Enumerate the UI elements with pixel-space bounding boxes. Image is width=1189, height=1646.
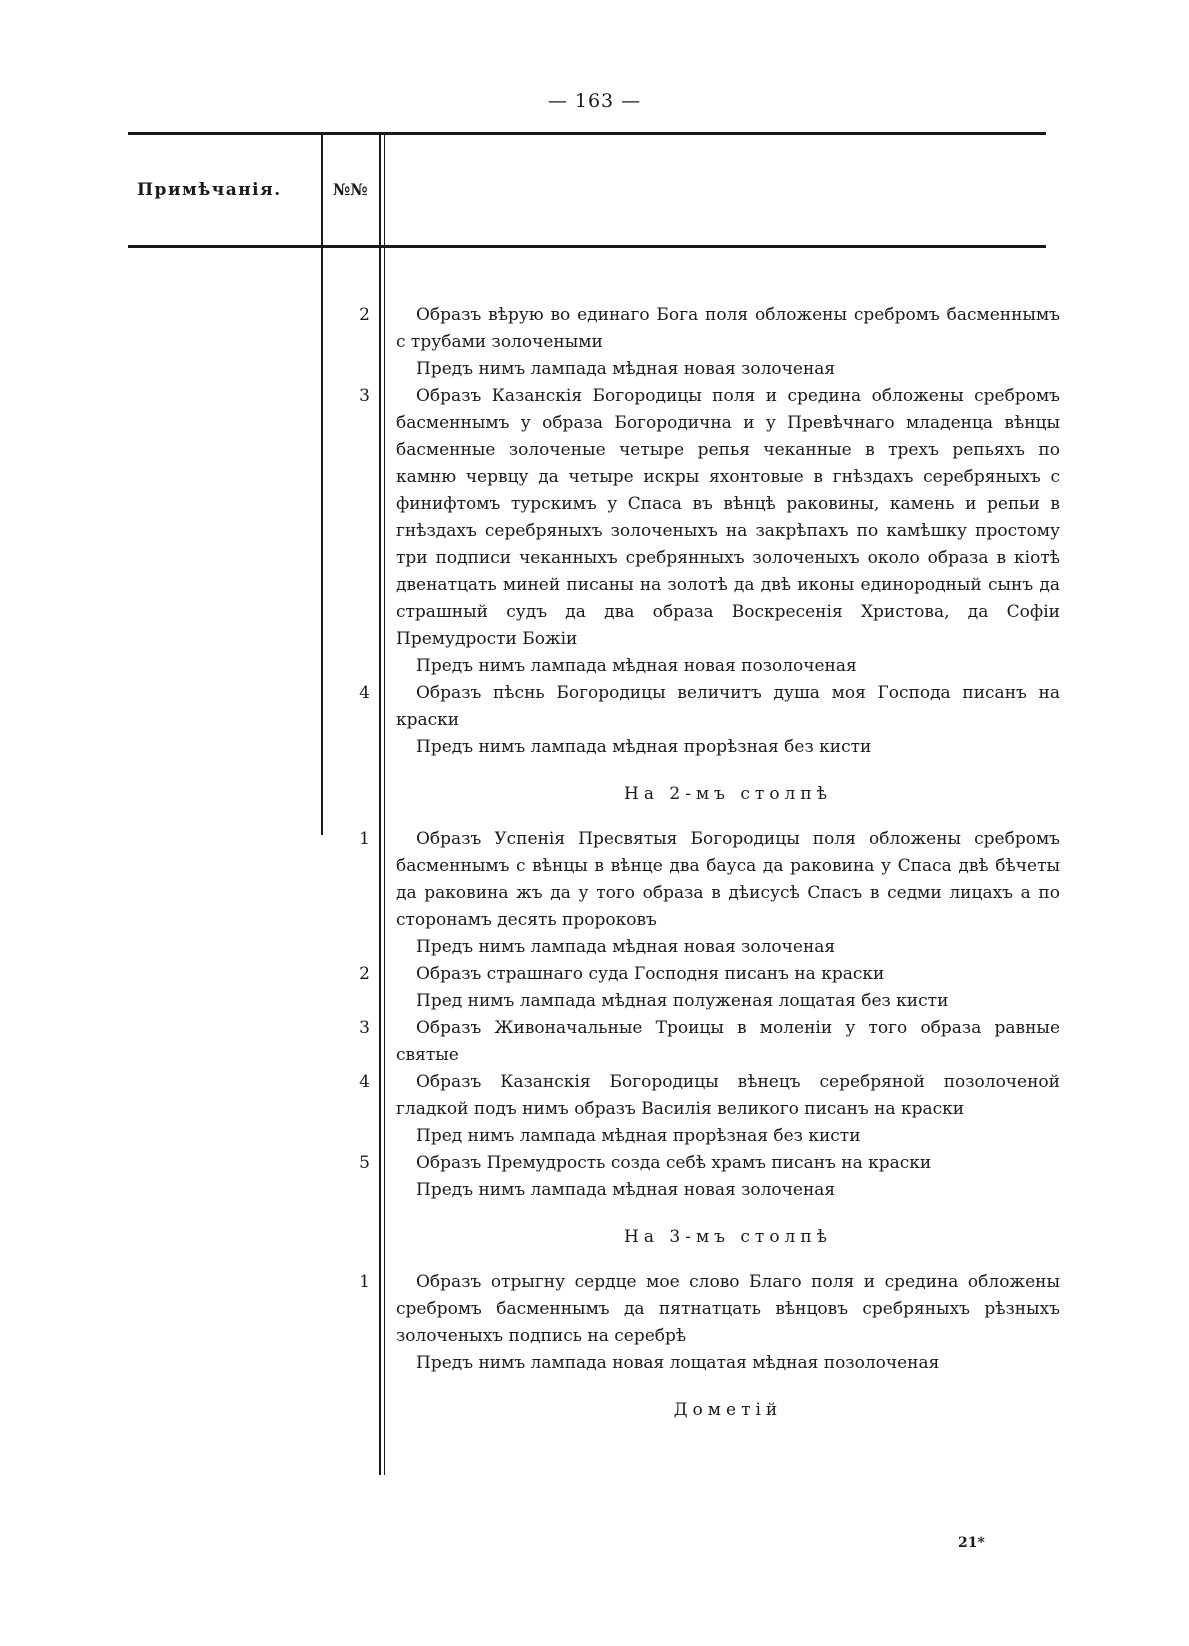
inventory-entry [340,1350,1060,1377]
entry-text: Образъ Казанскія Богородицы поля и средина обложены сребромъ басменнымъ у образа Богородична и у Превѣчнаго младенца вѣнцы басменные золоченые четыре репья чеканные в трехъ репьяхъ по камню червцу да четыре искры яхонтовые в гнѣздахъ серебряныхъ с финифтомъ турскимъ у Спаса въ вѣнцѣ раковины, камень и репьи в гнѣздахъ серебряныхъ золоченыхъ на закрѣпахъ по камѣшку простому три подписи чеканныхъ сребрянныхъ золоченыхъ около образа в кіотѣ двенатцать миней писаны на золотѣ да двѣ иконы единородный сынъ да страшный судъ да два образа Воскресенія Христова, да Софіи Премудрости Божіи [396,386,1060,649]
entry-text: Предъ нимъ лампада мѣдная новая позолоченая [416,656,857,676]
entry-number: 5 [359,1153,370,1173]
section-heading: На 2-мъ столпѣ [624,784,832,804]
inventory-entry [340,302,1060,356]
entry-number: 2 [359,305,370,325]
entry-text: Пред нимъ лампада мѣдная прорѣзная без кисти [416,1126,861,1146]
entry-number: 4 [359,1072,370,1092]
inventory-entry [340,1177,1060,1204]
inventory-entry [340,680,1060,734]
entry-text: Образъ пѣснь Богородицы величитъ душа моя Господа писанъ на краски [396,683,1060,730]
inventory-entry [340,1150,1060,1177]
signature-mark: 21* [958,1535,985,1551]
entry-text: Образъ вѣрую во единаго Бога поля обложены сребромъ басменнымъ с трубами золочеными [396,305,1060,352]
entry-text: Образъ страшнаго суда Господня писанъ на краски [416,964,885,984]
entry-text: Образъ отрыгну сердце мое слово Благо поля и средина обложены сребромъ басменнымъ да пятнатцать вѣнцовъ сребряныхъ рѣзныхъ золоченыхъ подпись на серебрѣ [396,1272,1060,1346]
entry-number: 4 [359,683,370,703]
inventory-entry [340,961,1060,988]
column-header-notes: Примѣчанія. [137,180,282,200]
entry-number: 2 [359,964,370,984]
header-rule [128,245,1046,248]
inventory-entry [340,383,1060,653]
entry-number: 1 [359,1272,370,1292]
inventory-entry [340,988,1060,1015]
top-rule [128,132,1046,135]
document-body [340,302,1060,1442]
entry-number: 3 [359,1018,370,1038]
inventory-entry [340,356,1060,383]
page-number: — 163 — [547,90,642,112]
inventory-entry [340,934,1060,961]
inventory-entry [340,653,1060,680]
entry-text: Образъ Живоначальные Троицы в моленіи у того образа равные святые [396,1018,1060,1065]
inventory-entry [340,1069,1060,1123]
inventory-entry [340,826,1060,934]
entry-text: Образъ Премудрость созда себѣ храмъ писанъ на краски [416,1153,932,1173]
inventory-entry [340,1269,1060,1350]
entry-text: Предъ нимъ лампада мѣдная прорѣзная без кисти [416,737,872,757]
inventory-entry [340,1015,1060,1069]
entry-text: Предъ нимъ лампада мѣдная новая золоченая [416,937,836,957]
entry-text: Образъ Казанскія Богородицы вѣнецъ серебряной позолоченой гладкой подъ нимъ образъ Василія великого писанъ на краски [396,1072,1060,1119]
section-heading: На 3-мъ столпѣ [624,1227,832,1247]
inventory-entry [340,1123,1060,1150]
column-divider-notes [321,135,323,835]
entry-text: Предъ нимъ лампада мѣдная новая золоченая [416,359,836,379]
entry-number: 3 [359,386,370,406]
entry-text: Образъ Успенія Пресвятыя Богородицы поля обложены сребромъ басменнымъ с вѣнцы в вѣнце два бауса да раковина у Спаса двѣ бѣчеты да раковина жъ да у того образа в дѣисусѣ Спасъ в седми лицахъ а по сторонамъ десять пророковъ [396,829,1060,930]
entry-number: 1 [359,829,370,849]
inventory-entry [340,734,1060,761]
column-header-numbers: №№ [333,180,368,199]
section-heading: Дометій [673,1400,783,1420]
entry-text: Пред нимъ лампада мѣдная полуженая лощатая без кисти [416,991,949,1011]
entry-text: Предъ нимъ лампада мѣдная новая золоченая [416,1180,836,1200]
entry-text: Предъ нимъ лампада новая лощатая мѣдная позолоченая [416,1353,940,1373]
